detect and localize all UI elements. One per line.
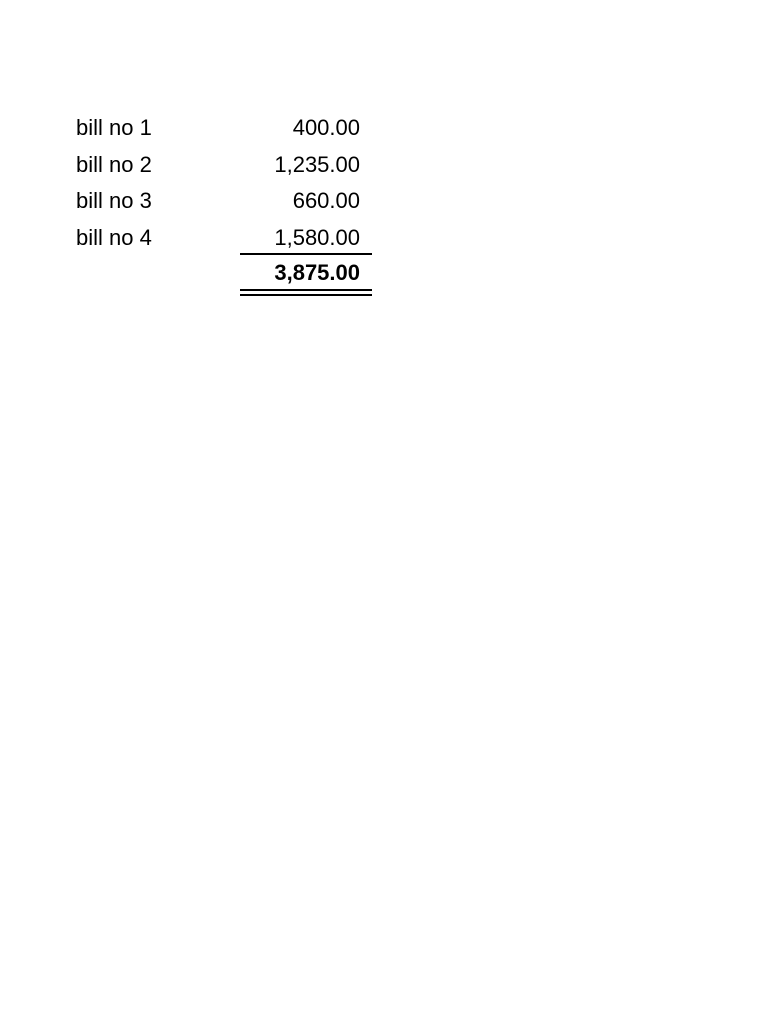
total-row [76, 256, 372, 293]
table-row [76, 183, 372, 220]
bill-amount: 660.00 [292, 188, 360, 213]
bill-label: bill no 1 [76, 115, 152, 140]
table-row [76, 147, 372, 184]
bill-label: bill no 2 [76, 151, 152, 177]
bill-amount: 400.00 [292, 115, 360, 140]
table-row [76, 110, 372, 147]
bill-table [76, 110, 372, 293]
total-double-underline [240, 289, 372, 296]
bill-label: bill no 3 [76, 188, 152, 213]
bill-amount: 1,235.00 [274, 151, 360, 177]
sum-underline [240, 253, 372, 255]
bill-amount: 1,580.00 [274, 224, 360, 250]
total-amount: 3,875.00 [274, 260, 360, 285]
bill-label: bill no 4 [76, 224, 152, 250]
table-row [76, 220, 372, 257]
